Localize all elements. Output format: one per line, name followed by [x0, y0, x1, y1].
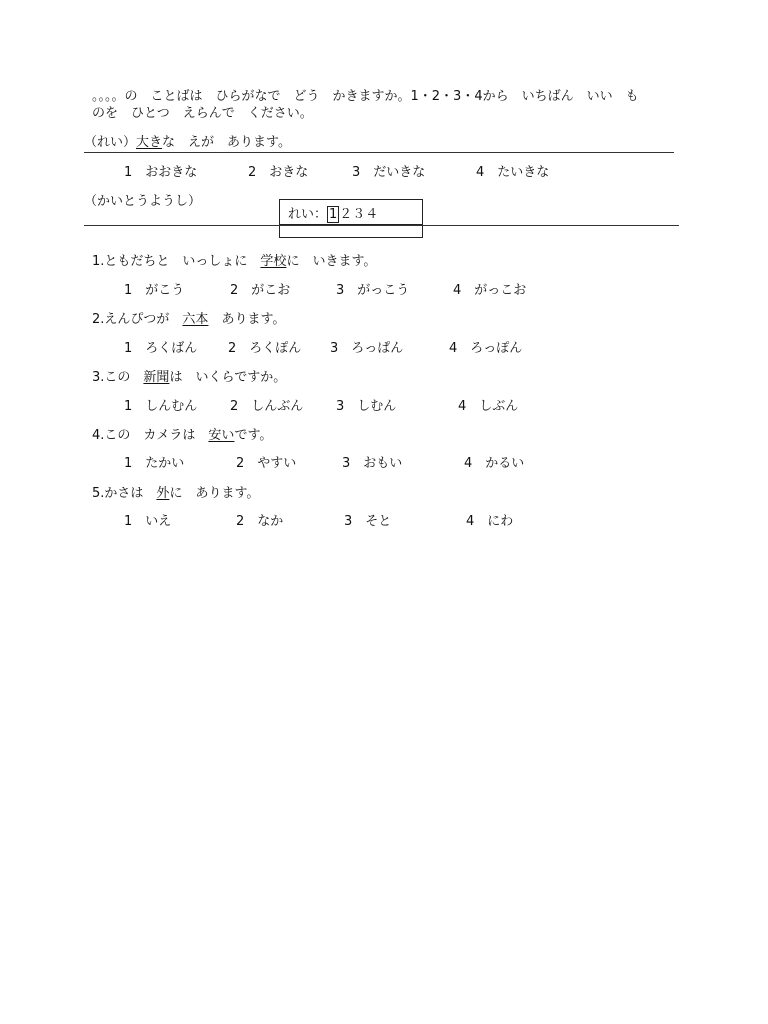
example-suffix: な えが あります。	[162, 135, 291, 150]
option: 4 かるい	[464, 456, 525, 471]
option: 3 そと	[344, 514, 392, 529]
example-sentence	[84, 135, 291, 151]
option: 4 ろっぽん	[449, 341, 523, 356]
option: 1 がこう	[124, 283, 185, 298]
question-2: 2.えんぴつが 六本 あります。	[92, 312, 286, 327]
option: 1 ろくばん	[124, 341, 198, 356]
question-3: 3.この 新聞は いくらですか。	[92, 370, 287, 385]
option: 2 がこお	[230, 283, 291, 298]
instructions-line-2: のを ひとつ えらんで ください。	[92, 106, 313, 121]
target-word: 外	[156, 486, 170, 501]
option: 4 しぶん	[458, 399, 519, 414]
example-prefix: （れい）	[84, 135, 137, 150]
option: 3 おもい	[342, 456, 403, 471]
option: 3 ろっぱん	[330, 341, 404, 356]
option: 3 がっこう	[336, 283, 410, 298]
option: 3 しむん	[336, 399, 397, 414]
target-word: 安い	[208, 428, 235, 443]
instructions-line-1: 。。。。の ことばは ひらがなで どう かきますか。1・2・3・4から いちばん いい も	[92, 89, 639, 104]
divider-rule	[84, 225, 679, 226]
divider-rule	[84, 152, 674, 153]
option: 4 がっこお	[453, 283, 527, 298]
option: 4 にわ	[466, 514, 514, 529]
example-option: 3 だいきな	[352, 165, 426, 180]
answer-sheet-label: （かいとうようし）	[84, 194, 202, 209]
option: 2 やすい	[236, 456, 297, 471]
example-option: 1 おおきな	[124, 165, 198, 180]
question-1: 1.ともだちと いっしょに 学校に いきます。	[92, 254, 377, 269]
question-5: 5.かさは 外に あります。	[92, 486, 260, 501]
answer-box-content: れい： 1 ２３４	[288, 207, 379, 222]
option: 2 ろくぽん	[228, 341, 302, 356]
target-word: 新聞	[143, 370, 170, 385]
answer-box	[279, 199, 423, 238]
option: 2 なか	[236, 514, 284, 529]
target-word: 学校	[260, 254, 287, 269]
option: 1 たかい	[124, 456, 185, 471]
target-word: 六本	[182, 312, 209, 327]
marked-answer: 1	[329, 207, 338, 222]
example-target-word: 大き	[136, 135, 163, 150]
question-4: 4.この カメラは 安いです。	[92, 428, 273, 443]
option: 1 いえ	[124, 514, 172, 529]
example-option: 2 おきな	[248, 165, 309, 180]
option: 2 しんぶん	[230, 399, 304, 414]
example-option: 4 たいきな	[476, 165, 550, 180]
option: 1 しんむん	[124, 399, 198, 414]
